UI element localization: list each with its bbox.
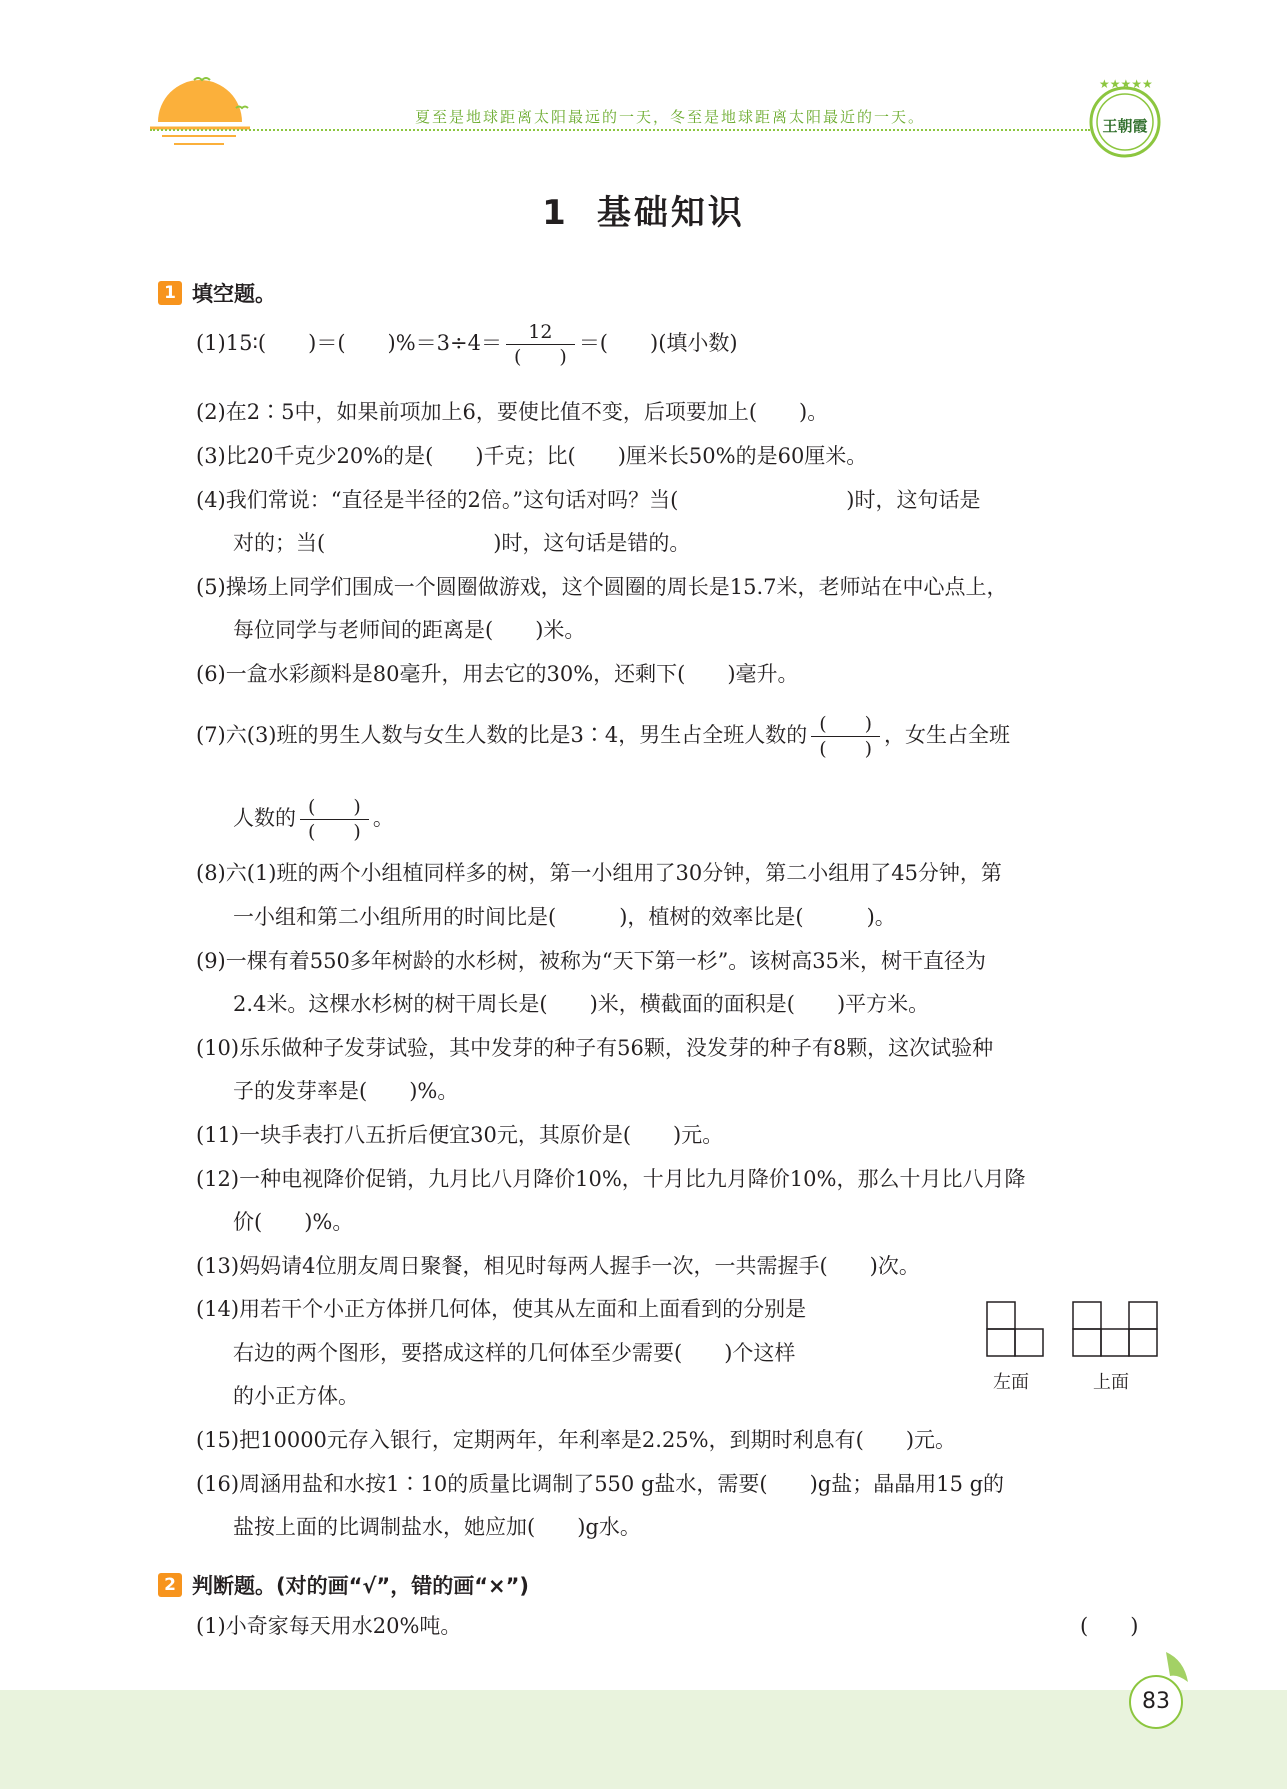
section-fill-in — [158, 278, 276, 308]
question-9-line-1: (9)一棵有着550多年树龄的水杉树，被称为“天下第一杉”。该树高35米，树干直径为 — [196, 949, 987, 973]
question-2: (2)在2∶5中，如果前项加上6，要使比值不变，后项要加上( )。 — [196, 400, 829, 424]
question-11: (11)一块手表打八五折后便宜30元，其原价是( )元。 — [196, 1123, 724, 1147]
section-true-false — [158, 1570, 529, 1600]
question-14-line-3: 的小正方体。 — [233, 1384, 359, 1408]
q7-text-a: (7)六(3)班的男生人数与女生人数的比是3∶4，男生占全班人数的 — [196, 723, 808, 747]
question-8-line-1: (8)六(1)班的两个小组植同样多的树，第一小组用了30分钟，第二小组用了45分钟，第 — [196, 861, 1002, 885]
question-16-line-2: 盐按上面的比调制盐水，她应加( )g水。 — [233, 1515, 641, 1539]
q7-girls-numerator: ( ) — [308, 796, 361, 818]
tf-question-1: (1)小奇家每天用水20%吨。 — [196, 1614, 462, 1638]
section-label: 判断题。(对的画“√”，错的画“×”) — [192, 1574, 530, 1598]
question-9-line-2: 2.4米。这棵水杉树的树干周长是( )米，横截面的面积是( )平方米。 — [233, 992, 930, 1016]
top-view-cell — [1101, 1329, 1129, 1356]
section-badge: 1 — [158, 281, 182, 305]
header-divider — [150, 129, 1090, 131]
question-5-line-2: 每位同学与老师间的距离是( )米。 — [233, 618, 586, 642]
q14-views-diagram — [985, 1300, 1165, 1365]
title-text: 基础知识 — [596, 193, 745, 233]
q7-denominator: ( ) — [819, 738, 873, 760]
question-14-line-1: (14)用若干个小正方体拼几何体，使其从左面和上面看到的分别是 — [196, 1297, 807, 1321]
question-4-line-1: (4)我们常说：“直径是半径的2倍。”这句话对吗？当( )时，这句话是 — [196, 488, 981, 512]
top-view-cell — [1073, 1329, 1101, 1356]
question-6: (6)一盒水彩颜料是80毫升，用去它的30%，还剩下( )毫升。 — [196, 662, 799, 686]
question-3: (3)比20千克少20%的是( )千克；比( )厘米长50%的是60厘米。 — [196, 444, 868, 468]
top-view-cell — [1073, 1302, 1101, 1329]
sun-logo-icon — [150, 60, 260, 156]
question-12-line-2: 价( )%。 — [233, 1210, 354, 1234]
header-motto: 夏至是地球距离太阳最远的一天，冬至是地球距离太阳最近的一天。 — [414, 108, 925, 126]
question-1 — [196, 322, 738, 367]
left-view-label: 左面 — [993, 1372, 1029, 1393]
q7-fraction-boys — [811, 714, 880, 759]
page-title — [0, 185, 1287, 234]
question-12-line-1: (12)一种电视降价促销，九月比八月降价10%，十月比九月降价10%，那么十月比八月降 — [196, 1167, 1026, 1191]
q7-text-b: ，女生占全班 — [884, 723, 1011, 747]
section-badge: 2 — [158, 1573, 182, 1597]
title-number: 1 — [542, 193, 569, 233]
q7-girls-denominator: ( ) — [308, 821, 361, 843]
tf-answer-blank[interactable]: ( ) — [1080, 1614, 1139, 1638]
question-7-line-1 — [196, 714, 1010, 759]
brand-name: 王朝霞 — [1102, 117, 1148, 135]
q1-fraction — [506, 322, 575, 367]
q1-text-b: ＝( )(填小数) — [578, 331, 738, 355]
question-14-line-2: 右边的两个图形，要搭成这样的几何体至少需要( )个这样 — [233, 1341, 796, 1365]
top-view-cell — [1129, 1302, 1157, 1329]
question-5-line-1: (5)操场上同学们围成一个圆圈做游戏，这个圆圈的周长是15.7米，老师站在中心点上， — [196, 575, 1008, 599]
left-view-cell — [987, 1302, 1015, 1329]
footer-band — [0, 1690, 1287, 1789]
question-7-line-2 — [233, 797, 394, 842]
q7-fraction-girls — [300, 797, 369, 842]
top-view-label: 上面 — [1093, 1372, 1129, 1393]
q1-text-a: (1)15∶( )＝( )%＝3÷4＝ — [196, 331, 502, 355]
page-number: 83 — [1142, 1689, 1170, 1714]
question-8-line-2: 一小组和第二小组所用的时间比是( )，植树的效率比是( )。 — [233, 905, 896, 929]
left-view-cell — [987, 1329, 1015, 1356]
q7-numerator: ( ) — [819, 713, 873, 735]
q7-text-d: 。 — [372, 806, 394, 830]
svg-text:★★★★★: ★★★★★ — [1099, 77, 1153, 91]
q7-text-c: 人数的 — [233, 806, 296, 830]
q14-view-figures — [985, 1300, 1165, 1395]
left-view-cell — [1015, 1329, 1043, 1356]
question-16-line-1: (16)周涵用盐和水按1∶10的质量比调制了550 g盐水，需要( )g盐；晶晶用15 g的 — [196, 1472, 1005, 1496]
q1-denominator: ( ) — [513, 346, 567, 368]
top-view-cell — [1129, 1329, 1157, 1356]
question-13: (13)妈妈请4位朋友周日聚餐，相见时每两人握手一次，一共需握手( )次。 — [196, 1254, 920, 1278]
question-4-line-2: 对的；当( )时，这句话是错的。 — [233, 531, 691, 555]
q1-numerator: 12 — [528, 321, 553, 343]
section-label: 填空题。 — [192, 282, 276, 306]
question-10-line-2: 子的发芽率是( )%。 — [233, 1079, 459, 1103]
question-15: (15)把10000元存入银行，定期两年，年利率是2.25%，到期时利息有( )元。 — [196, 1428, 957, 1452]
question-10-line-1: (10)乐乐做种子发芽试验，其中发芽的种子有56颗，没发芽的种子有8颗，这次试验种 — [196, 1036, 994, 1060]
